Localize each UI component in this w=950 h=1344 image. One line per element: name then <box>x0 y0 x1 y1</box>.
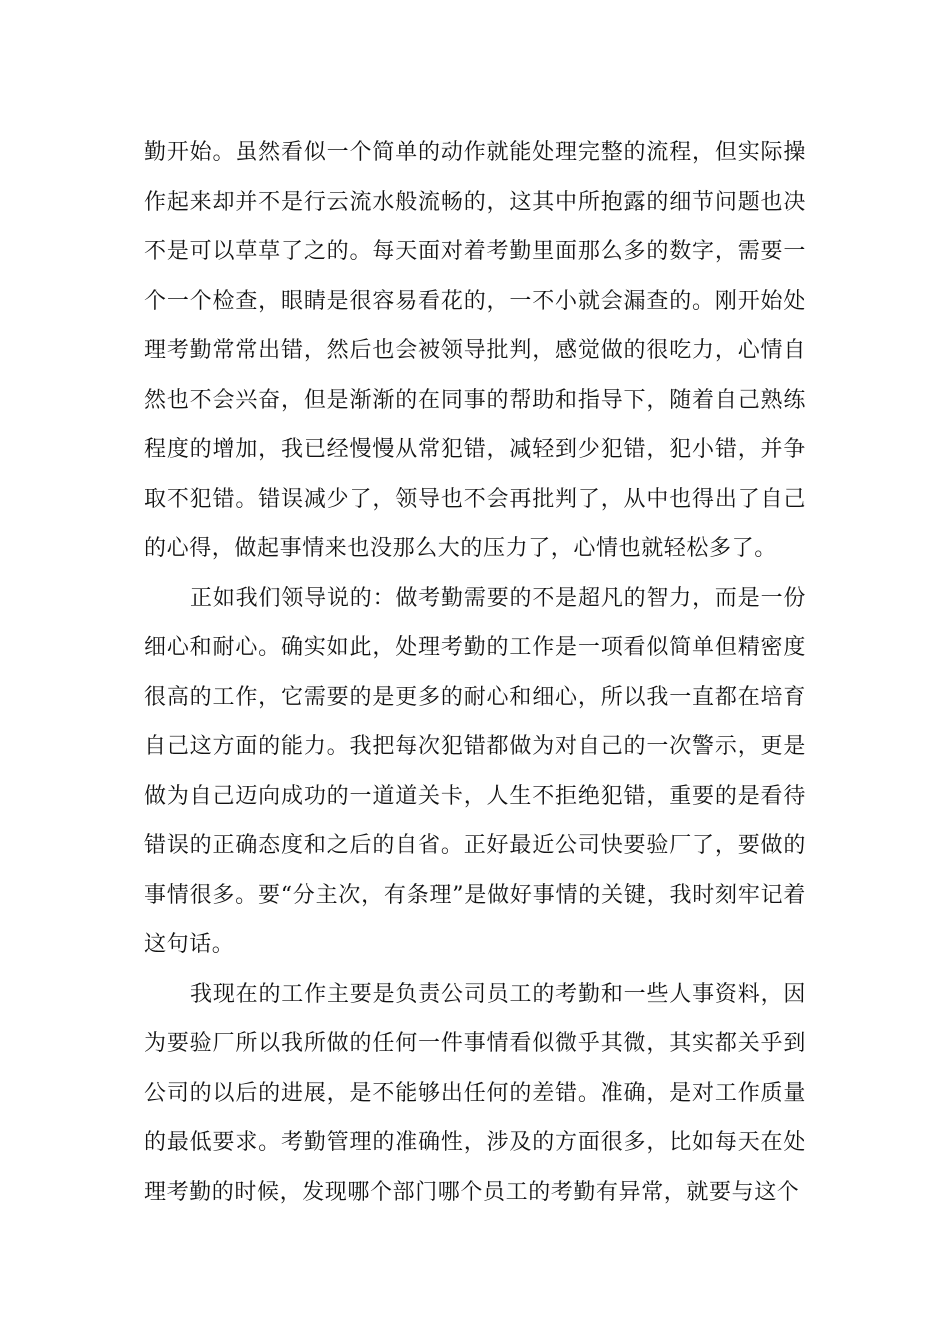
document-body <box>144 128 806 1217</box>
paragraph-1: 勤开始。虽然看似一个简单的动作就能处理完整的流程，但实际操作起来却并不是行云流水般流畅的，这其中所抱露的细节问题也决不是可以草草了之的。每天面对着考勤里面那么多的数字，需要一个一个检查，眼睛是很容易看花的，一不小就会漏查的。刚开始处理考勤常常出错，然后也会被领导批判，感觉做的很吃力，心情自然也不会兴奋，但是渐渐的在同事的帮助和指导下，随着自己熟练程度的增加，我已经慢慢从常犯错，减轻到少犯错，犯小错，并争取不犯错。错误减少了，领导也不会再批判了，从中也得出了自己的心得，做起事情来也没那么大的压力了，心情也就轻松多了。 <box>144 140 806 561</box>
paragraph-2: 正如我们领导说的：做考勤需要的不是超凡的智力，而是一份细心和耐心。确实如此，处理考勤的工作是一项看似简单但精密度很高的工作，它需要的是更多的耐心和细心，所以我一直都在培育自己这方面的能力。我把每次犯错都做为对自己的一次警示，更是做为自己迈向成功的一道道关卡，人生不拒绝犯错，重要的是看待错误的正确态度和之后的自省。正好最近公司快要验厂了，要做的事情很多。要“分主次，有条理”是做好事情的关键，我时刻牢记着这句话。 <box>144 585 806 957</box>
paragraph-3: 我现在的工作主要是负责公司员工的考勤和一些人事资料，因为要验厂所以我所做的任何一件事情看似微乎其微，其实都关乎到公司的以后的进展，是不能够出任何的差错。准确，是对工作质量的最低要求。考勤管理的准确性，涉及的方面很多，比如每天在处理考勤的时候，发现哪个部门哪个员工的考勤有异常，就要与这个 <box>144 981 806 1205</box>
